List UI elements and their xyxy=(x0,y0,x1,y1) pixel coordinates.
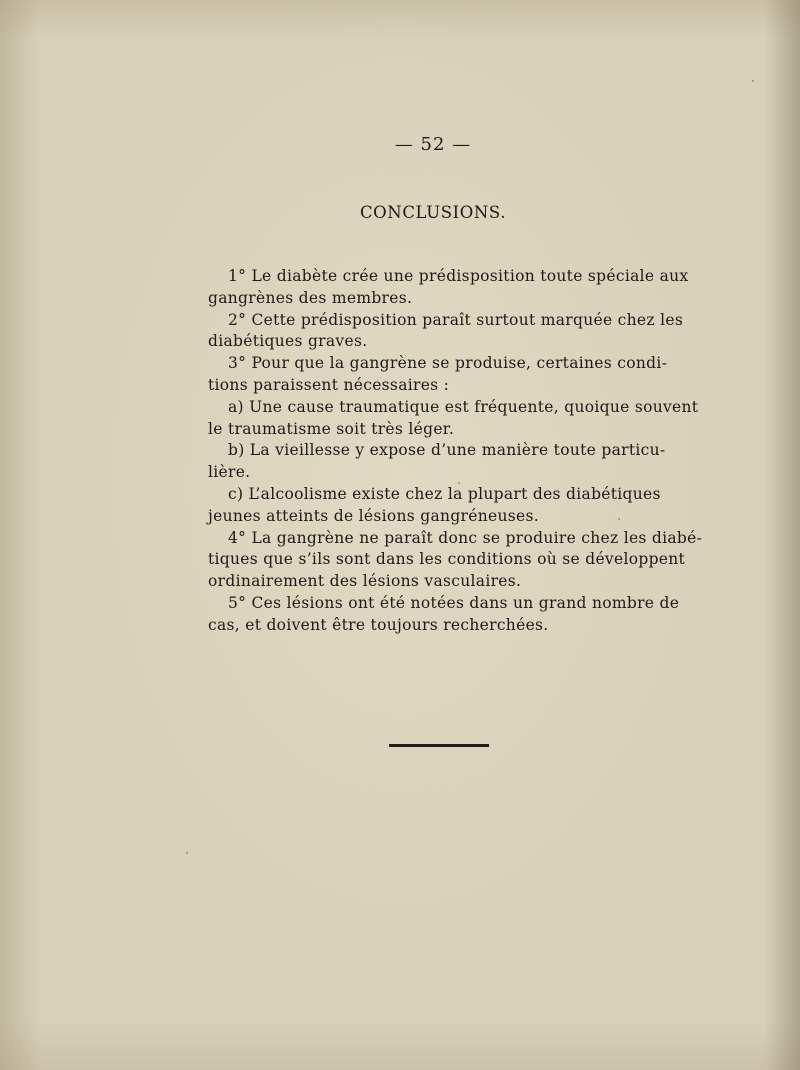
text-line: diabétiques graves. xyxy=(208,332,368,351)
text-line: le traumatisme soit très léger. xyxy=(208,419,455,438)
paper-speck xyxy=(618,518,620,520)
text-line: 4° La gangrène ne paraît donc se produire chez les diabé- xyxy=(228,528,703,547)
text-line: ordinairement des lésions vasculaires. xyxy=(208,572,522,591)
text-line: tions paraissent nécessaires : xyxy=(208,375,450,394)
section-heading: CONCLUSIONS. xyxy=(359,203,507,222)
text-line: cas, et doivent être toujours recherchées. xyxy=(208,615,549,634)
text-line: tiques que s’ils sont dans les conditions où se développent xyxy=(208,550,686,569)
paper-speck xyxy=(752,80,754,82)
text-line: 1° Le diabète crée une prédisposition toute spéciale aux xyxy=(228,267,689,285)
text-line: c) L’alcoolisme existe chez la plupart des diabétiques xyxy=(228,484,661,503)
text-line: b) La vieillesse y expose d’une manière toute particu- xyxy=(228,441,666,460)
text-line: 3° Pour que la gangrène se produise, certaines condi- xyxy=(228,354,668,373)
text-line: gangrènes des membres. xyxy=(208,288,413,307)
paper-speck xyxy=(458,482,460,484)
text-line: lière. xyxy=(208,463,251,482)
conclusions-body xyxy=(208,266,703,637)
text-line: a) Une cause traumatique est fréquente, quoique souvent xyxy=(228,397,699,416)
text-line: 5° Ces lésions ont été notées dans un grand nombre de xyxy=(228,593,680,612)
closing-rule xyxy=(389,744,489,747)
text-line: jeunes atteints de lésions gangréneuses. xyxy=(208,506,539,525)
paper-speck xyxy=(186,852,188,854)
text-line: 2° Cette prédisposition paraît surtout marquée chez les xyxy=(228,310,684,329)
page-number: — 52 — xyxy=(394,134,472,155)
